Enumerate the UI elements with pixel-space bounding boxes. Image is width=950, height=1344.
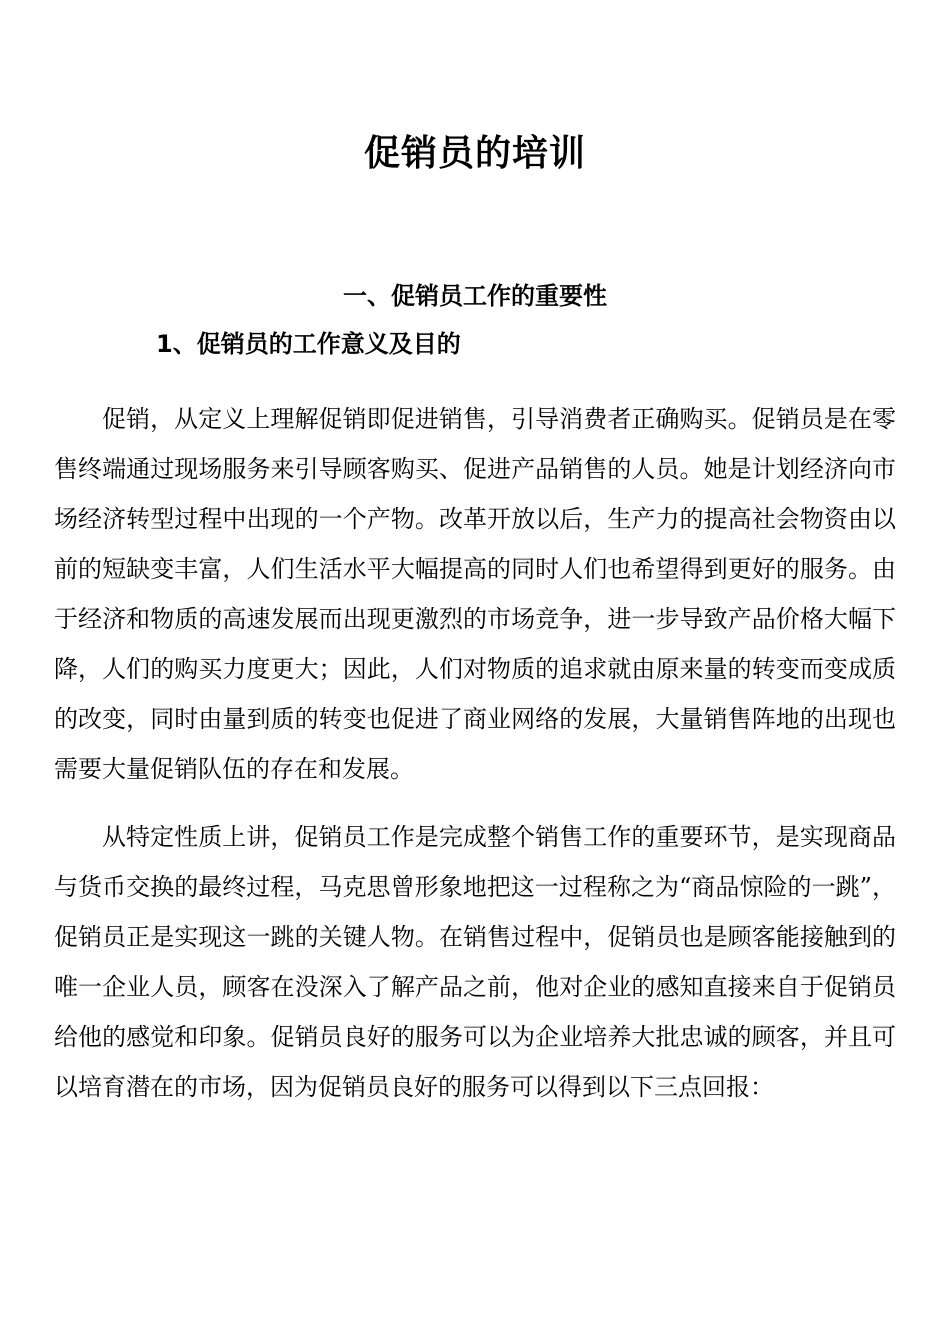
document-title: 促销员的培训	[363, 133, 586, 174]
sub-heading: 1、促销员的工作意义及目的	[156, 330, 461, 358]
body-paragraph: 促销，从定义上理解促销即促进销售，引导消费者正确购买。促销员是在零售终端通过现场服务来引导顾客购买、促进产品销售的人员。她是计划经济向市场经济转型过程中出现的一个产物。改革开放以后，生产力的提高社会物资由以前的短缺变丰富，人们生活水平大幅提高的同时人们也希望得到更好的服务。由于经济和物质的高速发展而出现更激烈的市场竞争，进一步导致产品价格大幅下降，人们的购买力度更大；因此，人们对物质的追求就由原来量的转变而变成质的改变，同时由量到质的转变也促进了商业网络的发展，大量销售阵地的出现也需要大量促销队伍的存在和发展。	[54, 405, 896, 783]
section-heading: 一、促销员工作的重要性	[343, 282, 607, 310]
body-paragraph: 从特定性质上讲，促销员工作是完成整个销售工作的重要环节，是实现商品与货币交换的最终过程，马克思曾形象地把这一过程称之为“商品惊险的一跳”，促销员正是实现这一跳的关键人物。在销售过程中，促销员也是顾客能接触到的唯一企业人员，顾客在没深入了解产品之前，他对企业的感知直接来自于促销员给他的感觉和印象。促销员良好的服务可以为企业培养大批忠诚的顾客，并且可以培育潜在的市场，因为促销员良好的服务可以得到以下三点回报：	[54, 823, 896, 1101]
